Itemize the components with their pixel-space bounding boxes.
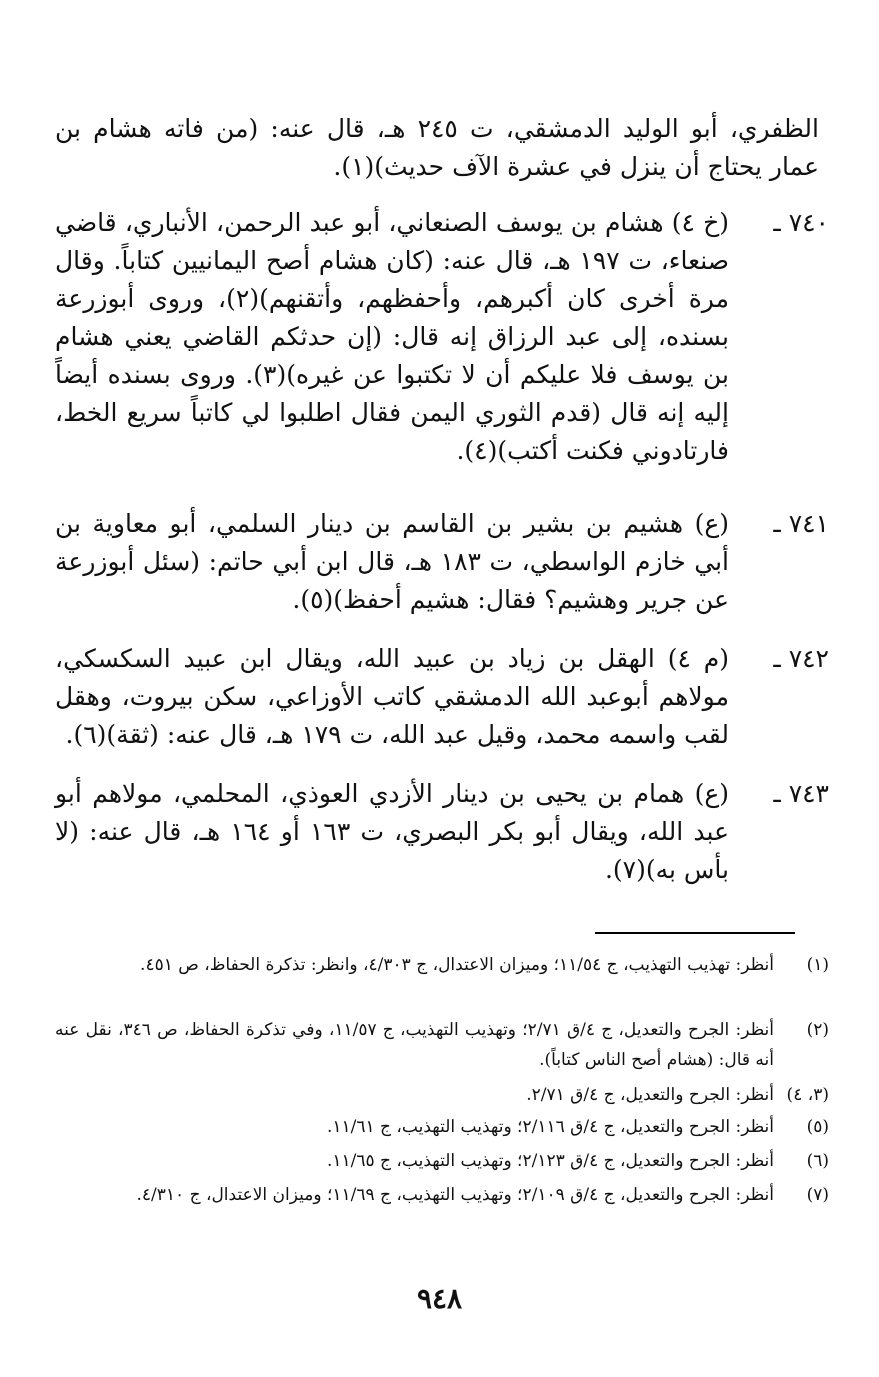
entry-743 [55, 775, 829, 889]
continuation-paragraph: الظفري، أبو الوليد الدمشقي، ت ٢٤٥ هـ، قال عنه: (من فاته هشام بن عمار يحتاج أن ينزل في عشرة الآف حديث)(١). [55, 114, 819, 181]
footnote-text: أنظر: الجرح والتعديل، ج ٤/ق ٢/٧١. [526, 1085, 774, 1105]
footnote-2 [55, 1015, 829, 1075]
entry-number: ٧٤٠ ـ [773, 208, 829, 237]
entry-number: ٧٤٢ ـ [773, 644, 829, 673]
footnote-number: (٢) [806, 1020, 829, 1040]
entry-741 [55, 505, 829, 619]
footnote-number: (١) [806, 955, 829, 975]
footnote-number: (٣، ٤) [786, 1085, 829, 1105]
footnote-text: أنظر: الجرح والتعديل، ج ٤/ق ٢/١١٦؛ وتهذيب التهذيب، ج ١١/٦١. [326, 1117, 774, 1137]
entry-text: (خ ٤) هشام بن يوسف الصنعاني، أبو عبد الرحمن، الأنباري، قاضي صنعاء، ت ١٩٧ هـ، قال عنه: (كان هشام أصح اليمانيين كتاباً. وقال مرة أخرى كان أكبرهم، وأحفظهم، وأتقنهم)(٢)، وروى أبوزرعة بسنده، إلى عبد الرزاق إنه قال: (إن حدثكم القاضي يعني هشام بن يوسف فلا عليكم أن لا تكتبوا عن غيره)(٣). وروى بسنده أيضاً إليه إنه قال (قدم الثوري اليمن فقال اطلبوا لي كاتباً سريع الخط، فارتادوني فكنت أكتب)(٤). [55, 208, 730, 465]
entry-text: (م ٤) الهقل بن زياد بن عبيد الله، ويقال ابن عبيد السكسكي، مولاهم أبوعبد الله الدمشقي كاتب الأوزاعي، سكن بيروت، وهقل لقب واسمه محمد، وقيل عبد الله، ت ١٧٩ هـ، قال عنه: (ثقة)(٦). [55, 644, 729, 749]
footnote-3-4 [55, 1080, 829, 1110]
entry-number: ٧٤٣ ـ [773, 779, 829, 808]
footnote-5 [55, 1112, 829, 1142]
page-number: ٩٤٨ [416, 1282, 463, 1315]
entry-740 [55, 204, 829, 470]
footnote-text: أنظر: الجرح والتعديل، ج ٤/ق ٢/١٠٩؛ وتهذيب التهذيب، ج ١١/٦٩؛ وميزان الاعتدال، ج ٤/٣١٠. [136, 1185, 774, 1205]
footnote-separator [595, 932, 795, 934]
footnote-number: (٧) [806, 1185, 829, 1205]
footnote-text: أنظر: الجرح والتعديل، ج ٤/ق ٢/١٢٣؛ وتهذيب التهذيب، ج ١١/٦٥. [326, 1151, 774, 1171]
footnote-number: (٦) [806, 1151, 829, 1171]
entry-number: ٧٤١ ـ [773, 509, 829, 538]
footnote-6 [55, 1146, 829, 1176]
footnote-1 [55, 950, 829, 980]
entry-742 [55, 640, 829, 754]
footnote-text: أنظر: الجرح والتعديل، ج ٤/ق ٢/٧١؛ وتهذيب التهذيب، ج ١١/٥٧، وفي تذكرة الحفاظ، ص ٣٤٦، نقل عنه أنه قال: (هشام أصح الناس كتاباً). [55, 1020, 774, 1070]
entry-text: (ع) هشيم بن بشير بن القاسم بن دينار السلمي، أبو معاوية بن أبي خازم الواسطي، ت ١٨٣ هـ، قال ابن أبي حاتم: (سئل أبوزرعة عن جرير وهشيم؟ فقال: هشيم أحفظ)(٥). [55, 509, 729, 614]
entry-text: (ع) همام بن يحيى بن دينار الأزدي العوذي، المحلمي، مولاهم أبو عبد الله، ويقال أبو بكر البصري، ت ١٦٣ أو ١٦٤ هـ، قال عنه: (لا بأس به)(٧). [55, 779, 729, 884]
footnote-number: (٥) [806, 1117, 829, 1137]
footnote-7 [55, 1180, 829, 1210]
footnote-text: أنظر: تهذيب التهذيب، ج ١١/٥٤؛ وميزان الاعتدال، ج ٤/٣٠٣، وانظر: تذكرة الحفاظ، ص ٤٥١. [140, 955, 774, 975]
